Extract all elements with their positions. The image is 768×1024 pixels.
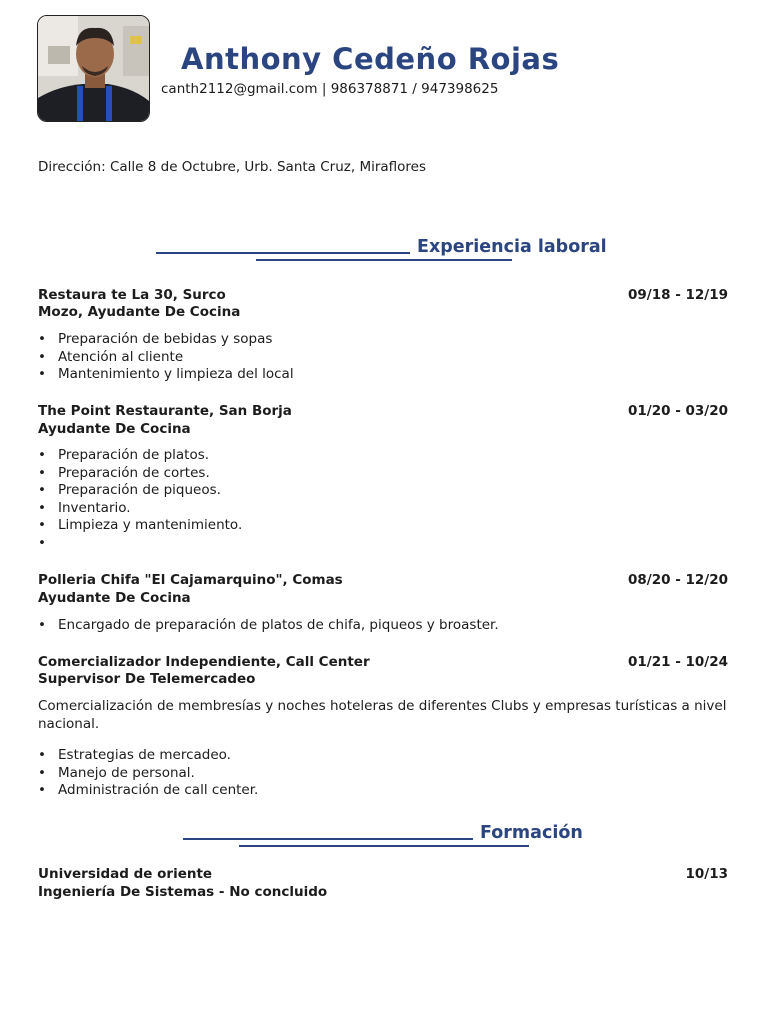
bullet-item: • Limpieza y mantenimiento. (38, 517, 242, 535)
job-company: Polleria Chifa "El Cajamarquino", Comas (38, 572, 343, 588)
job-role: Ayudante De Cocina (38, 421, 191, 437)
bullet-item: • Administración de call center. (38, 782, 258, 800)
bullet-item (38, 535, 242, 553)
job-dates: 09/18 - 12/19 (627, 287, 728, 303)
bullet-item: • Estrategias de mercadeo. (38, 747, 258, 765)
bullet-item: • Atención al cliente (38, 349, 294, 367)
job-bullets (38, 747, 258, 800)
job-company: Restaura te La 30, Surco (38, 287, 226, 303)
experience-title: Experiencia laboral (417, 237, 607, 257)
job-role: Mozo, Ayudante De Cocina (38, 304, 241, 320)
candidate-name: Anthony Cedeño Rojas (181, 42, 560, 76)
job-bullets (38, 331, 294, 384)
job-role: Ayudante De Cocina (38, 590, 191, 606)
bullet-item: • Inventario. (38, 500, 242, 518)
address: Dirección: Calle 8 de Octubre, Urb. Santa Cruz, Miraflores (38, 159, 427, 175)
job-company: The Point Restaurante, San Borja (38, 403, 292, 419)
job-description: Comercialización de membresías y noches hoteleras de diferentes Clubs y empresas turísticas a nivel nacional. (38, 698, 727, 732)
education-date: 10/13 (685, 866, 728, 882)
education-degree: Ingeniería De Sistemas - No concluido (38, 884, 328, 900)
section-divider (239, 845, 529, 847)
profile-photo-image (38, 16, 149, 121)
job-bullets (38, 447, 242, 552)
education-institution: Universidad de oriente (38, 866, 213, 882)
job-company: Comercializador Independiente, Call Center (38, 654, 370, 670)
job-bullets (38, 617, 499, 635)
education-title: Formación (480, 823, 583, 843)
bullet-item: • Mantenimiento y limpieza del local (38, 366, 294, 384)
bullet-item: • Preparación de bebidas y sopas (38, 331, 294, 349)
section-divider (183, 838, 473, 840)
bullet-item: • Preparación de piqueos. (38, 482, 242, 500)
job-dates: 01/20 - 03/20 (627, 403, 728, 419)
section-divider (156, 252, 410, 254)
bullet-item: • Encargado de preparación de platos de chifa, piqueos y broaster. (38, 617, 499, 635)
bullet-item: • Preparación de cortes. (38, 465, 242, 483)
job-dates: 08/20 - 12/20 (627, 572, 728, 588)
job-dates: 01/21 - 10/24 (627, 654, 728, 670)
job-role: Supervisor De Telemercadeo (38, 671, 256, 687)
bullet-item: • Manejo de personal. (38, 765, 258, 783)
section-divider (256, 259, 512, 261)
bullet-item: • Preparación de platos. (38, 447, 242, 465)
profile-photo (37, 15, 150, 122)
contact-info: canth2112@gmail.com | 986378871 / 947398625 (161, 81, 499, 97)
